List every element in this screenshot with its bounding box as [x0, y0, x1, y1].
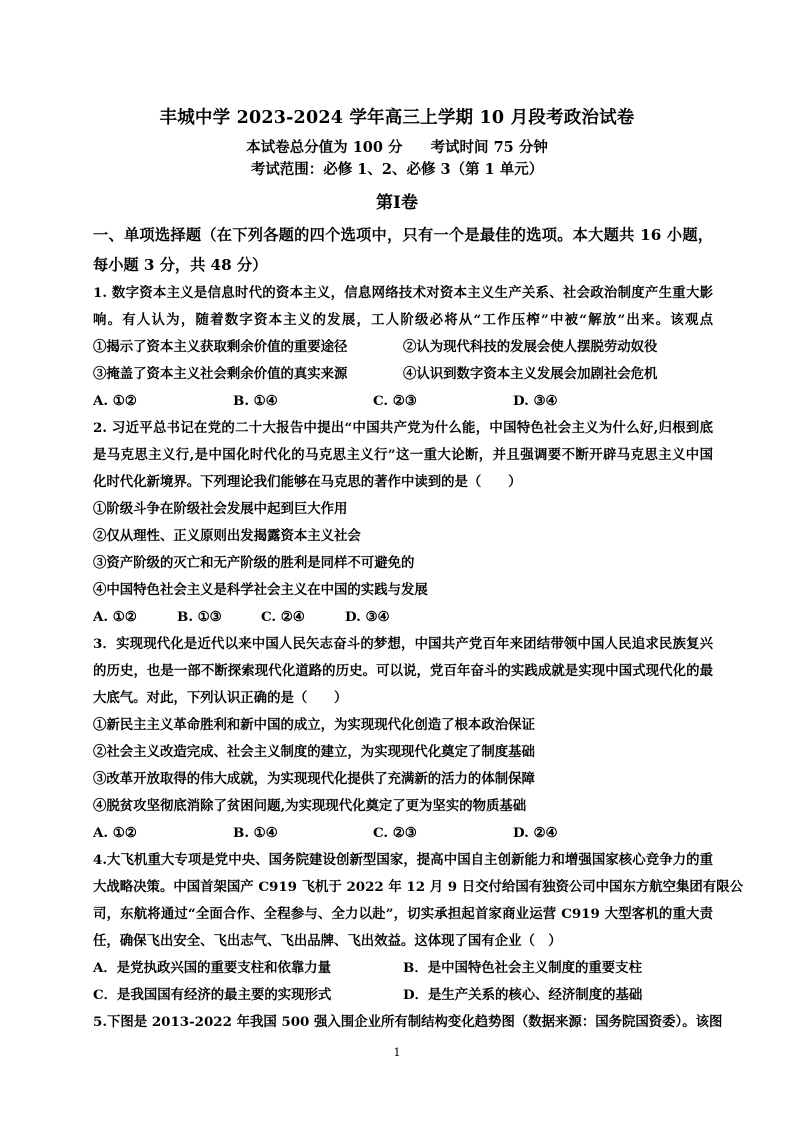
question-stem-line: 4.大飞机重大专项是党中央、国务院建设创新型国家，提高中国自主创新能力和增强国家核心竞争力的重 — [93, 852, 713, 868]
option-d[interactable]: D. ③④ — [345, 609, 390, 625]
statement-1: ①新民主主义革命胜利和新中国的成立，为实现现代化创造了根本政治保证 — [93, 717, 535, 733]
question-5 — [93, 1009, 723, 1036]
statement-2: ②社会主义改造完成、社会主义制度的建立，为实现现代化奠定了制度基础 — [93, 744, 535, 760]
question-4 — [93, 847, 743, 1009]
section-heading-line: 每小题 3 分，共 48 分） — [93, 256, 268, 274]
answer-options — [93, 388, 713, 415]
option-b[interactable]: B. ①④ — [233, 825, 278, 841]
question-1 — [93, 280, 713, 415]
question-stem-line: 化时代化新境界。下列理论我们能够在马克思的著作中读到的是（ ） — [93, 474, 522, 490]
option-c[interactable]: C. ②③ — [373, 393, 417, 409]
option-c[interactable]: C．是我国国有经济的最主要的实现形式 — [93, 987, 332, 1003]
statement-3: ③资产阶级的灭亡和无产阶级的胜利是同样不可避免的 — [93, 555, 415, 571]
option-c[interactable]: C. ②④ — [261, 609, 305, 625]
answer-options — [93, 604, 713, 631]
statement-row — [93, 334, 713, 361]
total-score-text: 本试卷总分值为 100 分 — [246, 139, 403, 156]
question-stem-line: 大战略决策。中国首架国产 C919 飞机于 2022 年 12 月 9 日交付给国有独资公司中国东方航空集团有限公 — [93, 879, 743, 895]
option-b[interactable]: B. ①③ — [177, 609, 222, 625]
question-stem-line: 大底气。对此，下列认识正确的是（ ） — [93, 690, 348, 706]
option-a[interactable]: A. ①② — [93, 825, 137, 841]
option-a[interactable]: A. ①② — [93, 393, 137, 409]
question-stem-line: 2. 习近平总书记在党的二十大报告中提出“中国共产党为什么能，中国特色社会主义为什么好,归根到底 — [93, 420, 713, 436]
option-d[interactable]: D. ②④ — [513, 825, 558, 841]
option-b[interactable]: B. ①④ — [233, 393, 278, 409]
statement-2: ②仅从理性、正义原则出发揭露资本主义社会 — [93, 528, 361, 544]
question-stem-line: 3．实现现代化是近代以来中国人民矢志奋斗的梦想，中国共产党百年来团结带领中国人民追求民族复兴 — [93, 636, 713, 652]
question-stem-line: 5.下图是 2013-2022 年我国 500 强入围企业所有制结构变化趋势图（数据来源：国务院国资委）。该图 — [93, 1014, 723, 1030]
question-stem-line: 司，东航将通过“全面合作、全程参与、全力以赴”，切实承担起首家商业运营 C919 大型客机的重大责 — [93, 906, 713, 922]
statement-4: ④脱贫攻坚彻底消除了贫困问题,为实现现代化奠定了更为坚实的物质基础 — [93, 798, 527, 814]
option-a[interactable]: A．是党执政兴国的重要支柱和依靠力量 — [93, 960, 332, 976]
option-b[interactable]: B．是中国特色社会主义制度的重要支柱 — [403, 960, 642, 976]
question-stem-line: 的历史，也是一部不断探索现代化道路的历史。可以说，党百年奋斗的实践成就是实现中国式现代化的最 — [93, 663, 713, 679]
answer-options — [93, 982, 713, 1009]
statement-3: ③掩盖了资本主义社会剩余价值的真实来源 — [93, 366, 348, 382]
statement-1: ①揭示了资本主义获取剩余价值的重要途径 — [93, 339, 348, 355]
section-heading-line: 一、单项选择题（在下列各题的四个选项中，只有一个是最佳的选项。本大题共 16 小题， — [93, 226, 713, 244]
option-d[interactable]: D．是生产关系的核心、经济制度的基础 — [403, 987, 643, 1003]
exam-scope-text: 考试范围：必修 1、2、必修 3（第 1 单元） — [250, 161, 544, 178]
option-c[interactable]: C. ②③ — [373, 825, 417, 841]
exam-title: 丰城中学 2023-2024 学年高三上学期 10 月段考政治试卷 — [159, 108, 635, 128]
question-2 — [93, 415, 713, 631]
page-number: 1 — [393, 1046, 401, 1059]
statement-1: ①阶级斗争在阶级社会发展中起到巨大作用 — [93, 501, 348, 517]
question-3 — [93, 631, 713, 847]
question-stem-line: 是马克思主义行,是中国化时代化的马克思主义行”这一重大论断，并且强调要不断开辟马克思主义中国 — [93, 447, 713, 463]
option-d[interactable]: D. ③④ — [513, 393, 558, 409]
section-heading — [93, 220, 713, 280]
question-stem-line: 任，确保飞出安全、飞出志气、飞出品牌、飞出效益。这体现了国有企业（ ） — [93, 933, 562, 949]
statement-4: ④中国特色社会主义是科学社会主义在中国的实践与发展 — [93, 582, 428, 598]
answer-options — [93, 955, 713, 982]
statement-2: ②认为现代科技的发展会使人摆脱劳动奴役 — [403, 339, 658, 355]
statement-row — [93, 361, 713, 388]
statement-4: ④认识到数字资本主义发展会加剧社会危机 — [403, 366, 658, 382]
exam-time-text: 考试时间 75 分钟 — [430, 139, 548, 156]
option-a[interactable]: A. ①② — [93, 609, 137, 625]
part-heading: 第Ⅰ卷 — [376, 193, 418, 213]
exam-content — [93, 220, 743, 1036]
question-stem-line: 响。有人认为，随着数字资本主义的发展，工人阶级必将从“工作压榨”中被“解放”出来。该观点 — [93, 312, 713, 328]
statement-3: ③改革开放取得的伟大成就，为实现现代化提供了充满新的活力的体制保障 — [93, 771, 535, 787]
question-stem-line: 1. 数字资本主义是信息时代的资本主义，信息网络技术对资本主义生产关系、社会政治制度产生重大影 — [93, 285, 713, 301]
answer-options — [93, 820, 713, 847]
exam-info-line — [0, 136, 794, 157]
